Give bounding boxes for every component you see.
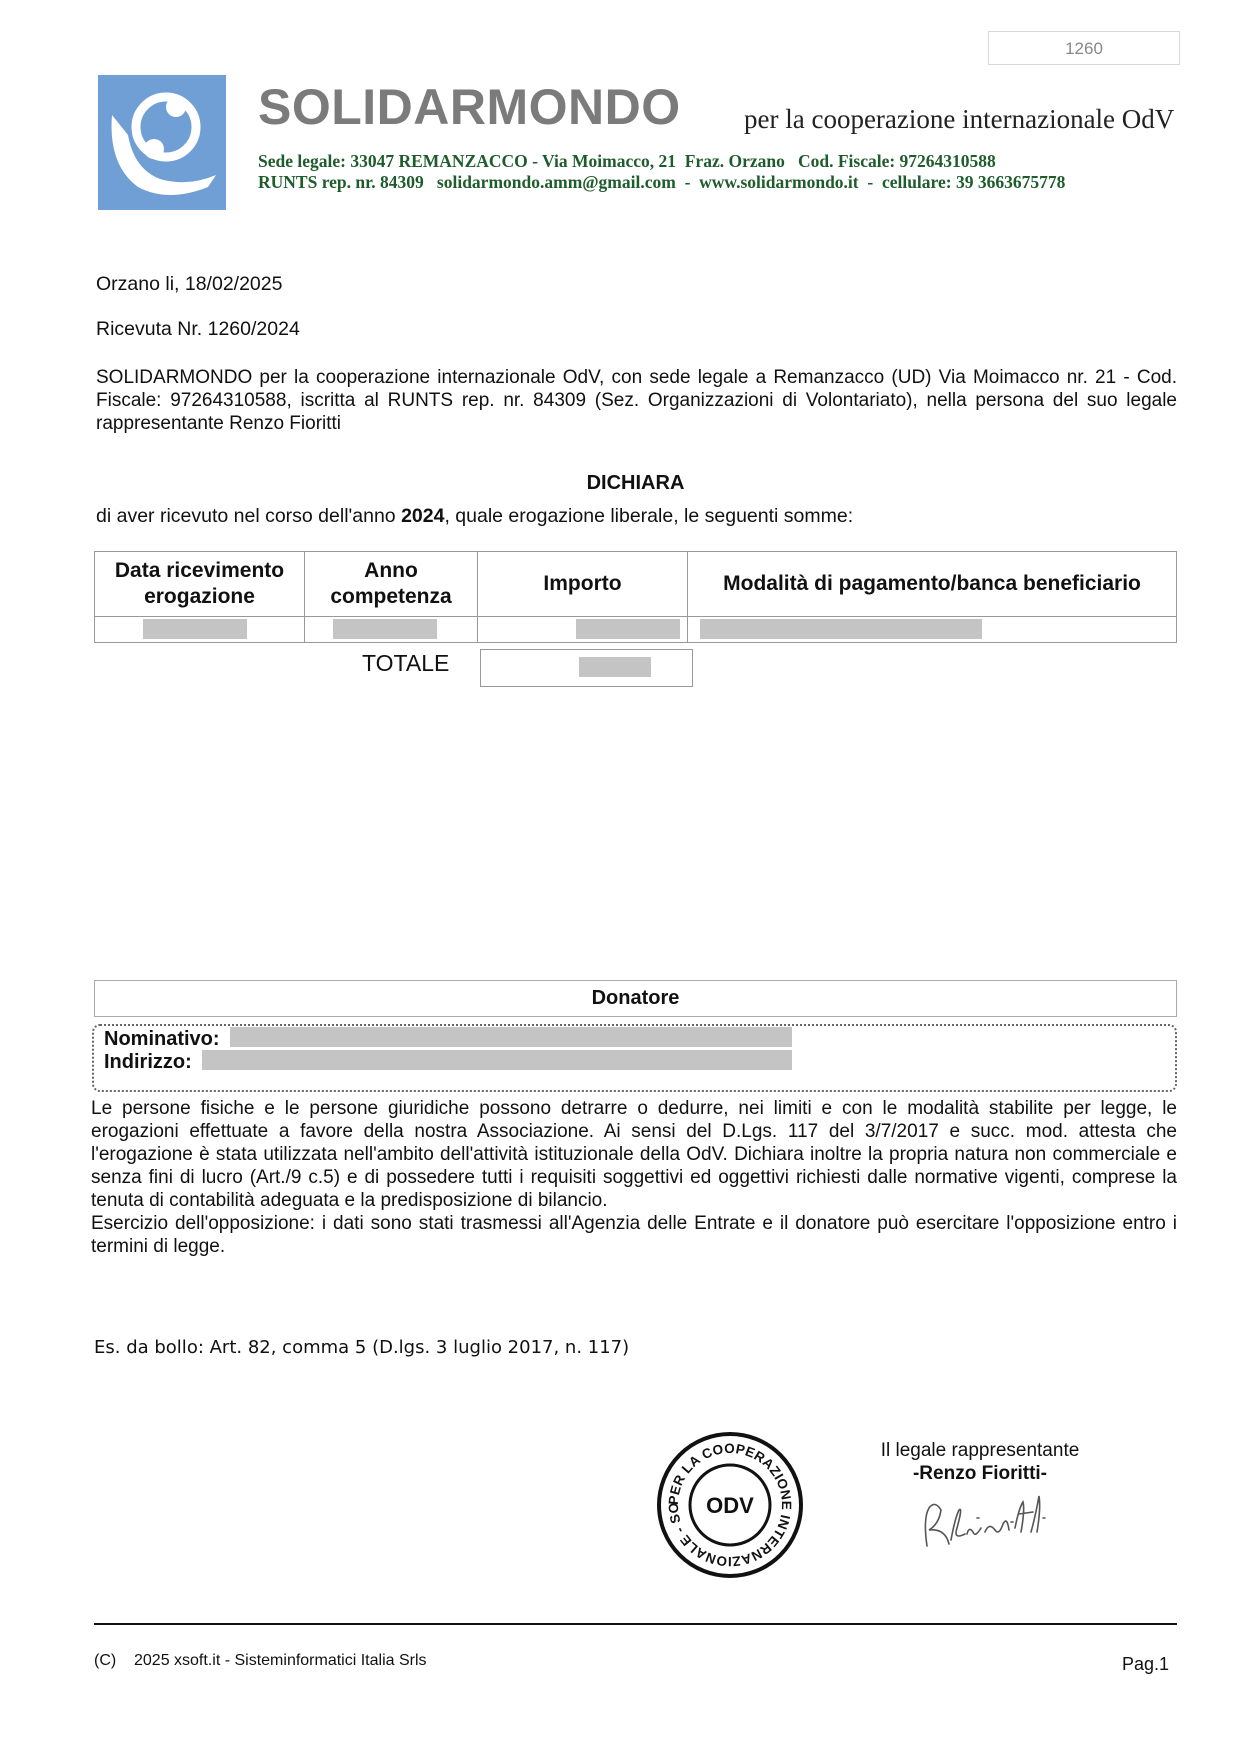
stamp-duty-note: Es. da bollo: Art. 82, comma 5 (D.lgs. 3 luglio 2017, n. 117) <box>94 1337 630 1358</box>
declaration-text <box>96 505 853 528</box>
redacted-payment-method <box>700 619 982 639</box>
total-amount-box <box>480 649 693 687</box>
total-label: TOTALE <box>362 650 450 676</box>
legal-paragraph: Le persone fisiche e le persone giuridiche possono detrarre o dedurre, nei limiti e con le modalità stabilite per legge, le erogazioni effettuate a favore della nostra Associazione. Ai sensi del D.Lgs. 117 del 3/7/2017 e succ. mod. attesta che l'erogazione è stata utilizzata nell'ambito dell'attività istituzionale della OdV. Dichiara inoltre la propria natura non commerciale e senza fini di lucro (Art./9 c.5) e di possedere tutti i requisiti soggettivi ed oggettivi richiesti dalle normative vigenti, comprese la tenuta di contabilità adeguata e la predisposizione di bilancio. <box>91 1098 1177 1211</box>
stamp-ring-text: PER LA COOPERAZIONE INTERNAZIONALE - SO <box>665 1440 795 1570</box>
handwritten-signature <box>915 1488 1065 1558</box>
declaration-title: DICHIARA <box>586 472 685 494</box>
footer-copyright: (C) 2025 xsoft.it - Sisteminformatici Italia Srls <box>94 1652 427 1669</box>
cell-amount <box>478 617 688 643</box>
redacted-donor-name <box>230 1027 792 1047</box>
cell-year <box>305 617 478 643</box>
header-payment-method: Modalità di pagamento/banca beneficiario <box>688 552 1177 617</box>
place-date: Orzano li, 18/02/2025 <box>96 273 283 295</box>
org-contact-line: RUNTS rep. nr. 84309 solidarmondo.amm@gmail.com - www.solidarmondo.it - cellulare: 39 3663675778 <box>258 172 1066 192</box>
receipt-number: Ricevuta Nr. 1260/2024 <box>96 318 300 340</box>
redacted-year <box>333 619 437 639</box>
declaration-year: 2024 <box>401 505 445 527</box>
table-row <box>95 617 1177 643</box>
stamp-center-text: ODV <box>706 1493 754 1518</box>
signature-role: Il legale rappresentante <box>880 1440 1080 1461</box>
header-year: Anno competenza <box>305 552 478 617</box>
donor-name-label: Nominativo: <box>104 1028 220 1050</box>
page-number: Pag.1 <box>1122 1654 1170 1674</box>
redacted-donor-address <box>202 1050 792 1070</box>
table-header-row <box>95 552 1177 617</box>
odv-stamp <box>655 1430 805 1580</box>
redacted-total <box>579 657 651 677</box>
org-address-line: Sede legale: 33047 REMANZACCO - Via Moimacco, 21 Fraz. Orzano Cod. Fiscale: 97264310588 <box>258 151 996 171</box>
footer-divider <box>94 1623 1177 1625</box>
redacted-amount <box>576 619 680 639</box>
donor-header: Donatore <box>94 980 1177 1017</box>
opposition-paragraph: Esercizio dell'opposizione: i dati sono stati trasmessi all'Agenzia delle Entrate e il donatore può esercitare l'opposizione entro i termini di legge. <box>91 1213 1177 1257</box>
redacted-date <box>143 619 247 639</box>
signature-name: -Renzo Fioritti- <box>912 1463 1048 1484</box>
declaration-text-after: , quale erogazione liberale, le seguenti somme: <box>444 505 854 527</box>
declaration-text-before: di aver ricevuto nel corso dell'anno <box>96 505 402 527</box>
donor-address-label: Indirizzo: <box>104 1051 192 1073</box>
cell-payment-method <box>688 617 1177 643</box>
header-date: Data ricevimento erogazione <box>95 552 305 617</box>
receipt-number-box: 1260 <box>988 31 1180 65</box>
org-logo <box>98 75 226 210</box>
org-subtitle: per la cooperazione internazionale OdV <box>744 104 1175 134</box>
org-name: SOLIDARMONDO <box>258 79 681 135</box>
intro-paragraph: SOLIDARMONDO per la cooperazione internazionale OdV, con sede legale a Remanzacco (UD) Via Moimacco nr. 21 - Cod. Fiscale: 97264310588, iscritta al RUNTS rep. nr. 84309 (Sez. Organizzazioni di Volontariato), nella persona del suo legale rappresentante Renzo Fioritti <box>96 367 1177 434</box>
header-amount: Importo <box>478 552 688 617</box>
cell-date <box>95 617 305 643</box>
donations-table <box>94 551 1177 643</box>
